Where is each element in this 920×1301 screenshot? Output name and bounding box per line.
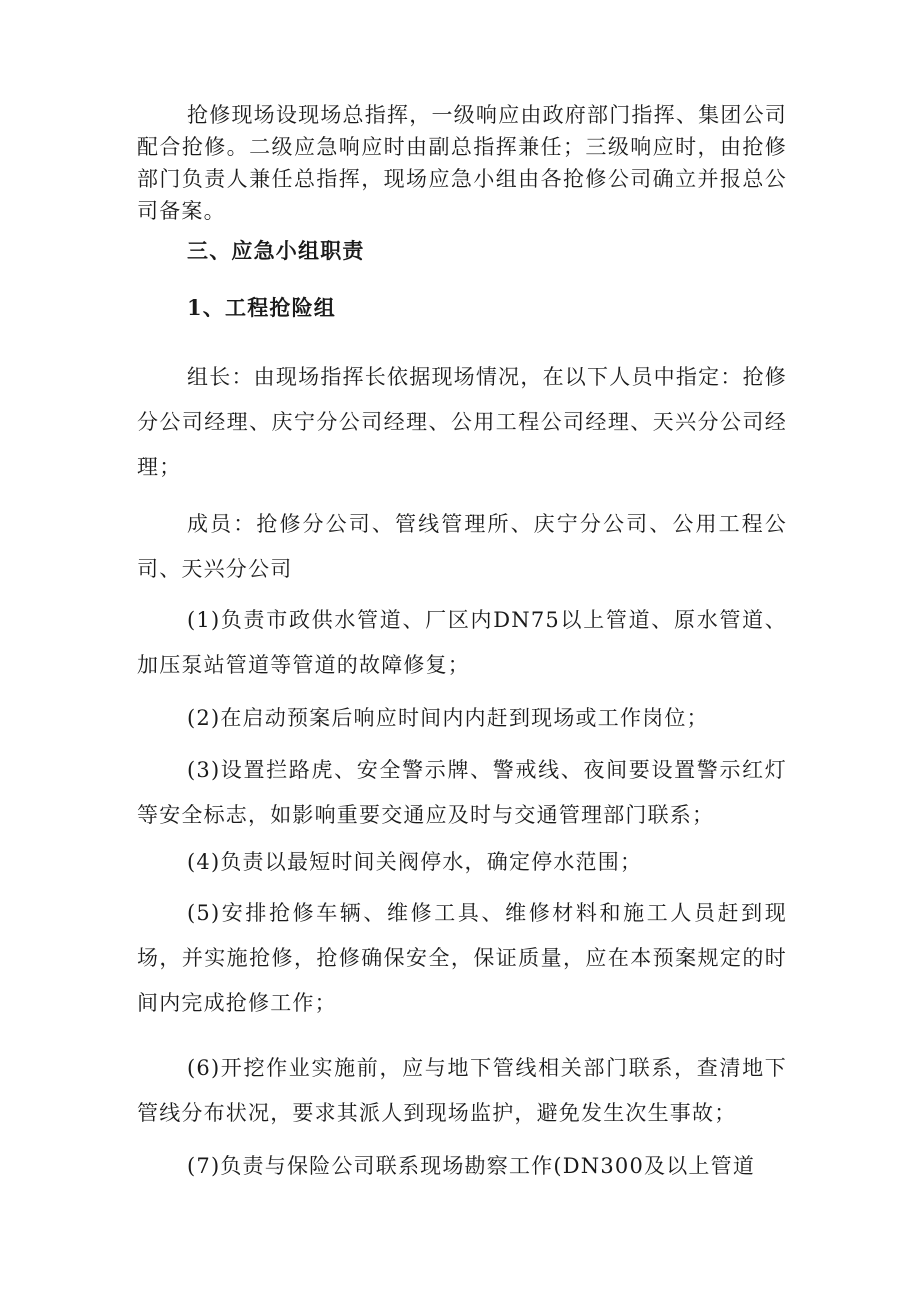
paragraph-command-structure: 抢修现场设现场总指挥，一级响应由政府部门指挥、集团公司配合抢修。二级应急响应时由副总指挥兼任；三级响应时，由抢修部门负责人兼任总指挥，现场应急小组由各抢修公司确立并报总公司备案。 bbox=[137, 103, 787, 223]
paragraph-team-members: 成员：抢修分公司、管线管理所、庆宁分公司、公用工程公司、天兴分公司 bbox=[137, 512, 787, 581]
paragraph-team-leader: 组长：由现场指挥长依据现场情况，在以下人员中指定：抢修分公司经理、庆宁分公司经理、公用工程公司经理、天兴分公司经理； bbox=[137, 365, 787, 479]
duty-item-7: (7)负责与保险公司联系现场勘察工作(DN300及以上管道 bbox=[187, 1154, 756, 1178]
duty-item-5: (5)安排抢修车辆、维修工具、维修材料和施工人员赶到现场，并实施抢修，抢修确保安全，保证质量，应在本预案规定的时间内完成抢修工作； bbox=[137, 901, 787, 1015]
subsection-heading: 1、工程抢险组 bbox=[187, 295, 337, 320]
duty-item-4: (4)负责以最短时间关阀停水，确定停水范围； bbox=[187, 850, 643, 874]
duty-item-1: (1)负责市政供水管道、厂区内DN75以上管道、原水管道、加压泵站管道等管道的故障修复； bbox=[137, 608, 787, 677]
duty-item-3: (3)设置拦路虎、安全警示牌、警戒线、夜间要设置警示红灯等安全标志，如影响重要交通应及时与交通管理部门联系； bbox=[137, 758, 787, 827]
duty-item-6: (6)开挖作业实施前，应与地下管线相关部门联系，查清地下管线分布状况，要求其派人到现场监护，避免发生次生事故； bbox=[137, 1056, 787, 1125]
section-heading: 三、应急小组职责 bbox=[187, 238, 365, 263]
duty-item-2: (2)在启动预案后响应时间内内赶到现场或工作岗位； bbox=[187, 706, 709, 730]
